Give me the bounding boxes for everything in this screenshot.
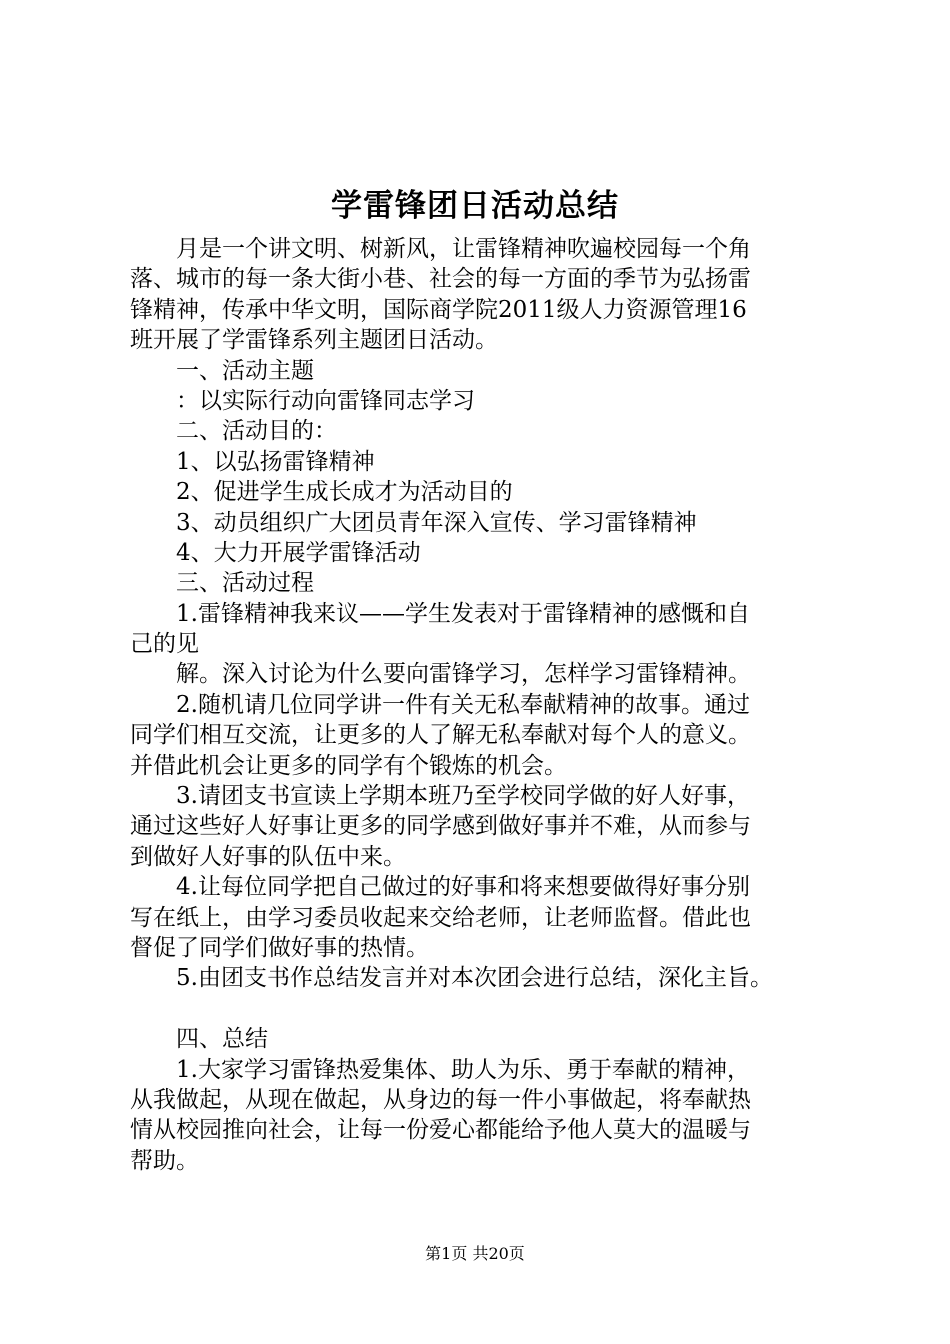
text-line: 从我做起，从现在做起，从身边的每一件小事做起，将奉献热: [130, 1086, 751, 1113]
text-line: 落、城市的每一条大街小巷、社会的每一方面的季节为弘扬雷: [130, 266, 751, 293]
text-line: 3、动员组织广大团员青年深入宣传、学习雷锋精神: [176, 509, 697, 536]
text-line: 3.请团支书宣读上学期本班乃至学校同学做的好人好事，: [176, 783, 750, 810]
text-line: 三、活动过程: [176, 570, 314, 597]
text-line: 四、总结: [176, 1026, 268, 1053]
document-body: [130, 234, 830, 1176]
text-line: 到做好人好事的队伍中来。: [130, 843, 406, 870]
text-line: 二、活动目的：: [176, 418, 337, 445]
page-footer: 第1页 共20页: [425, 1244, 525, 1263]
blank-line: [130, 994, 830, 1024]
text-line: 班开展了学雷锋系列主题团日活动。: [130, 327, 498, 354]
text-line: 4、大力开展学雷锋活动: [176, 539, 421, 566]
text-line: 写在纸上，由学习委员收起来交给老师，让老师监督。借此也: [130, 904, 751, 931]
document-title: 学雷锋团日活动总结: [331, 188, 619, 224]
text-line: 督促了同学们做好事的热情。: [130, 934, 429, 961]
text-line: ：以实际行动向雷锋同志学习: [176, 387, 475, 414]
text-line: 并借此机会让更多的同学有个锻炼的机会。: [130, 752, 567, 779]
text-line: 通过这些好人好事让更多的同学感到做好事并不难，从而参与: [130, 813, 751, 840]
text-line: 1、以弘扬雷锋精神: [176, 448, 375, 475]
text-line: 2、促进学生成长成才为活动目的: [176, 479, 513, 506]
text-line: 4.让每位同学把自己做过的好事和将来想要做得好事分别: [176, 874, 750, 901]
text-line: 锋精神，传承中华文明，国际商学院2011级人力资源管理16: [130, 296, 747, 323]
text-line: 情从校园推向社会，让每一份爱心都能给予他人莫大的温暖与: [130, 1117, 751, 1144]
text-line: 解。深入讨论为什么要向雷锋学习，怎样学习雷锋精神。: [176, 661, 751, 688]
text-line: 同学们相互交流，让更多的人了解无私奉献对每个人的意义。: [130, 722, 751, 749]
text-line: 2.随机请几位同学讲一件有关无私奉献精神的故事。通过: [176, 691, 750, 718]
text-line: 月是一个讲文明、树新风，让雷锋精神吹遍校园每一个角: [176, 236, 751, 262]
text-line: 帮助。: [130, 1147, 199, 1174]
text-line: 5.由团支书作总结发言并对本次团会进行总结，深化主旨。: [176, 965, 773, 992]
text-line: 1.大家学习雷锋热爱集体、助人为乐、勇于奉献的精神，: [176, 1056, 750, 1083]
text-line: 1.雷锋精神我来议——学生发表对于雷锋精神的感慨和自: [176, 600, 750, 627]
text-line: 己的见: [130, 631, 199, 658]
text-line: 一、活动主题: [176, 357, 314, 384]
